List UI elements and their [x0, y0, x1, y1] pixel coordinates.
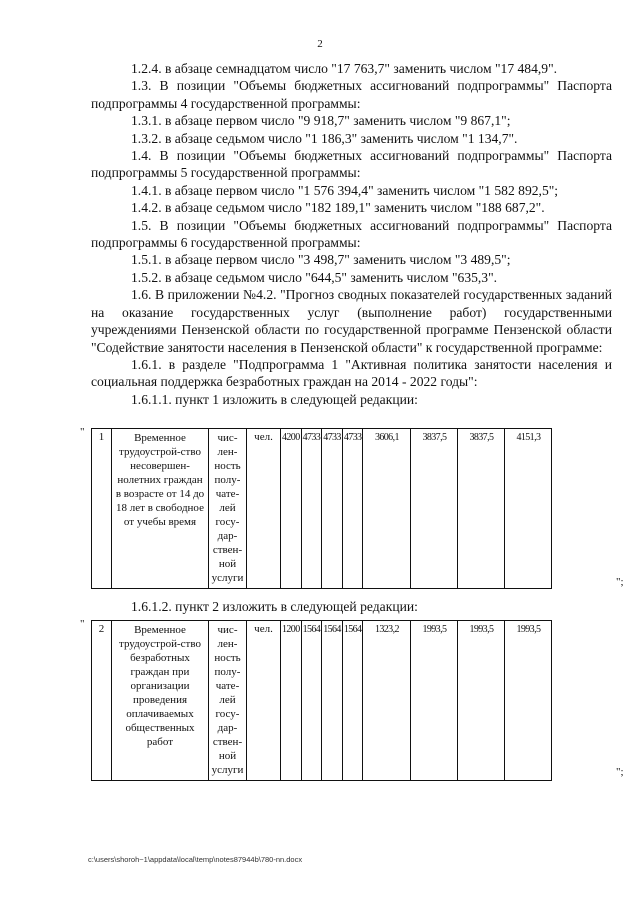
value-cell: 1564 — [322, 621, 343, 781]
paragraph-1-3: 1.3. В позиции "Объемы бюджетных ассигнований подпрограммы" Паспорта подпрограммы 4 государственной программы: — [91, 78, 612, 111]
value-cell: 4733 — [322, 429, 343, 589]
indicator-name: чис-лен-ность полу-чате-лей госу-дар-ствен-ной услуги — [209, 621, 247, 781]
paragraph-1-3-2: 1.3.2. в абзаце седьмом число "1 186,3" заменить числом "1 134,7". — [131, 130, 518, 146]
unit-cell: чел. — [247, 429, 281, 589]
value-cell: 4733 — [301, 429, 322, 589]
paragraph-1-2-4: 1.2.4. в абзаце семнадцатом число "17 763,7" заменить числом "17 484,9". — [131, 61, 558, 76]
table1-close-quote: "; — [616, 576, 624, 588]
paragraph-1-3-1: 1.3.1. в абзаце первом число "9 918,7" заменить числом "9 867,1"; — [131, 113, 511, 129]
unit-cell: чел. — [247, 621, 281, 781]
value-cell: 1993,5 — [505, 621, 552, 781]
paragraph-1-5: 1.5. В позиции "Объемы бюджетных ассигнований подпрограммы" Паспорта подпрограммы 6 государственной программы: — [91, 217, 612, 251]
row-number: 1 — [92, 429, 112, 589]
table2 — [91, 620, 552, 781]
service-name: Временное трудоустрой-ство безработных граждан при организации проведения оплачиваемых общественных работ — [112, 621, 209, 781]
table2-close-quote: "; — [616, 766, 624, 778]
value-cell: 3837,5 — [458, 429, 505, 589]
table-row — [92, 429, 552, 589]
value-cell: 1200 — [281, 621, 302, 781]
value-cell: 1564 — [342, 621, 363, 781]
paragraph-1-4-2: 1.4.2. в абзаце седьмом число "182 189,1" заменить числом "188 687,2". — [131, 200, 545, 216]
value-cell: 1993,5 — [458, 621, 505, 781]
value-cell: 1323,2 — [363, 621, 411, 781]
paragraph-1-6-1-1: 1.6.1.1. пункт 1 изложить в следующей редакции: — [131, 391, 418, 407]
table1-open-quote: " — [80, 426, 85, 438]
value-cell: 4733 — [342, 429, 363, 589]
file-path-footer: c:\users\shoroh~1\appdata\local\temp\notes87944b\780-nn.docx — [88, 855, 303, 864]
paragraph-1-4: 1.4. В позиции "Объемы бюджетных ассигнований подпрограммы" Паспорта подпрограммы 5 государственной программы: — [91, 148, 612, 181]
table-row — [92, 621, 552, 781]
value-cell: 3837,5 — [411, 429, 458, 589]
value-cell: 1993,5 — [411, 621, 458, 781]
paragraph-1-5-2: 1.5.2. в абзаце седьмом число "644,5" заменить числом "635,3". — [131, 269, 498, 285]
service-name: Временное трудоустрой-ство несовершен-нолетних граждан в возрасте от 14 до 18 лет в свободное от учебы время — [112, 429, 209, 589]
paragraph-1-6-1: 1.6.1. в разделе "Подпрограмма 1 "Активная политика занятости населения и социальная поддержка безработных граждан на 2014 - 2022 годы": — [91, 356, 612, 390]
value-cell: 4151,3 — [505, 429, 552, 589]
page-number: 2 — [317, 38, 323, 50]
paragraph-1-6: 1.6. В приложении №4.2. "Прогноз сводных показателей государственных заданий на оказание государственных услуг (выполнение работ) государственными учреждениями Пензенской области по государственной программе Пензенской области "Содействие занятости населения в Пензенской области" к государственной программе: — [91, 287, 612, 355]
paragraph-1-5-1: 1.5.1. в абзаце первом число "3 498,7" заменить числом "3 489,5"; — [131, 252, 511, 268]
paragraph-1-4-1: 1.4.1. в абзаце первом число "1 576 394,4" заменить числом "1 582 892,5"; — [131, 182, 559, 198]
value-cell: 4200 — [281, 429, 302, 589]
indicator-name: чис-лен-ность полу-чате-лей госу-дар-ствен-ной услуги — [209, 429, 247, 589]
table2-open-quote: " — [80, 618, 85, 630]
table1 — [91, 428, 552, 589]
document-body — [91, 60, 612, 408]
value-cell: 3606,1 — [363, 429, 411, 589]
value-cell: 1564 — [301, 621, 322, 781]
row-number: 2 — [92, 621, 112, 781]
paragraph-1-6-1-2: 1.6.1.2. пункт 2 изложить в следующей редакции: — [131, 599, 418, 614]
